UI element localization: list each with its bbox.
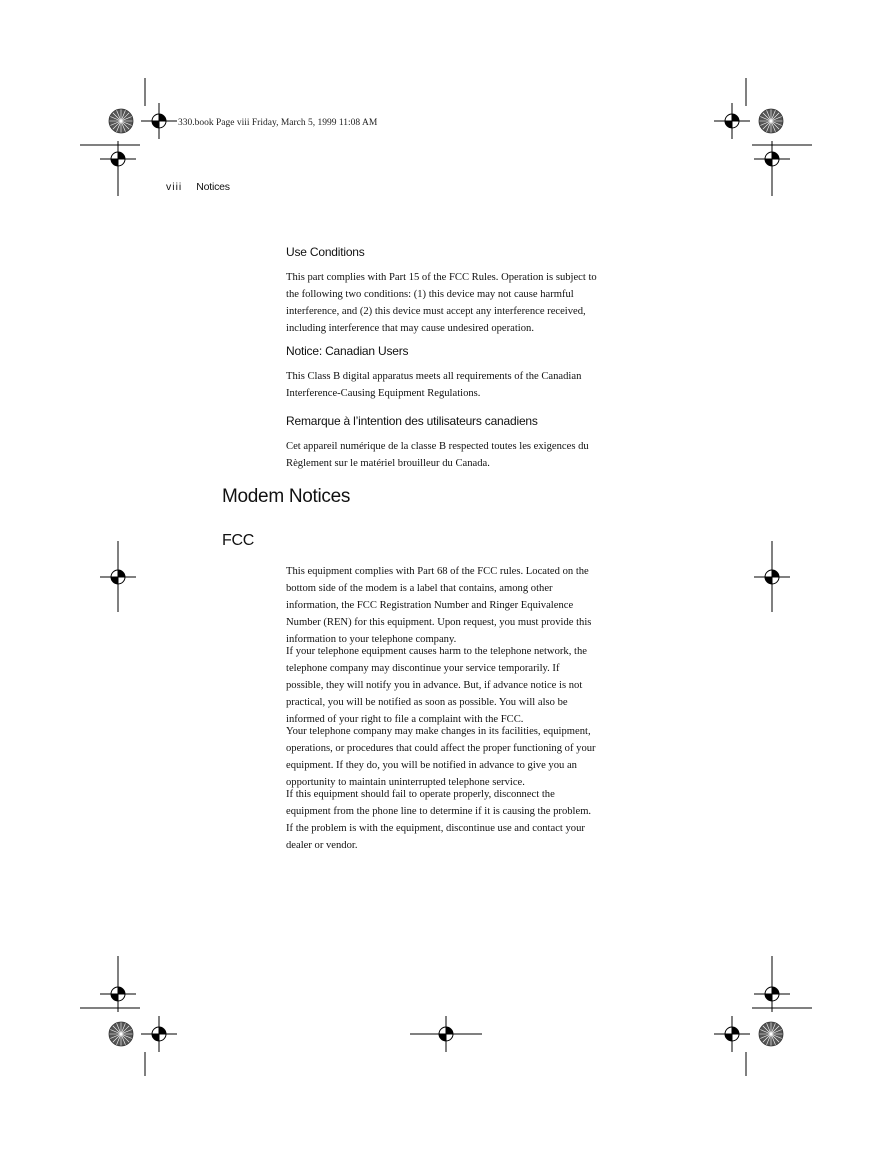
text-line: dealer or vendor. bbox=[286, 840, 358, 851]
text-line: information, the FCC Registration Number and Ringer Equivalence bbox=[286, 600, 574, 611]
text-line: information to your telephone company. bbox=[286, 634, 457, 645]
paragraph-fcc-3 bbox=[286, 723, 666, 791]
heading-canadian-users: Notice: Canadian Users bbox=[286, 344, 409, 358]
print-slug: 330.book Page viii Friday, March 5, 1999 11:08 AM bbox=[178, 118, 378, 128]
text-line: This equipment complies with Part 68 of the FCC rules. Located on the bbox=[286, 566, 589, 577]
text-line: Règlement sur le matériel brouilleur du Canada. bbox=[286, 458, 490, 469]
heading-modem-notices: Modem Notices bbox=[222, 486, 351, 507]
paragraph-use-conditions bbox=[286, 269, 666, 337]
text-line: If this equipment should fail to operate properly, disconnect the bbox=[286, 789, 555, 800]
text-line: If the problem is with the equipment, discontinue use and contact your bbox=[286, 823, 585, 834]
text-line: If your telephone equipment causes harm to the telephone network, the bbox=[286, 646, 587, 657]
text-line: telephone company may discontinue your service temporarily. If bbox=[286, 663, 560, 674]
text-line: opportunity to maintain uninterrupted telephone service. bbox=[286, 777, 525, 788]
text-line: Interference-Causing Equipment Regulations. bbox=[286, 388, 481, 399]
text-line: interference, and (2) this device must accept any interference received, bbox=[286, 306, 586, 317]
section-name: Notices bbox=[196, 181, 230, 193]
text-line: equipment. If they do, you will be notified in advance to give you an bbox=[286, 760, 577, 771]
text-line: equipment from the phone line to determine if it is causing the problem. bbox=[286, 806, 592, 817]
running-header bbox=[166, 181, 230, 193]
paragraph-fcc-4 bbox=[286, 786, 666, 854]
starburst-top-left bbox=[109, 109, 133, 133]
text-line: Cet appareil numérique de la classe B respected toutes les exigences du bbox=[286, 441, 589, 452]
paragraph-canadian-users bbox=[286, 368, 666, 402]
text-line: bottom side of the modem is a label that contains, among other bbox=[286, 583, 553, 594]
text-line: This part complies with Part 15 of the FCC Rules. Operation is subject to bbox=[286, 272, 597, 283]
heading-remarque: Remarque à l’intention des utilisateurs canadiens bbox=[286, 414, 538, 428]
page-number: viii bbox=[166, 181, 183, 193]
heading-use-conditions: Use Conditions bbox=[286, 245, 365, 259]
text-line: This Class B digital apparatus meets all requirements of the Canadian bbox=[286, 371, 582, 382]
text-line: operations, or procedures that could affect the proper functioning of your bbox=[286, 743, 596, 754]
text-line: Number (REN) for this equipment. Upon request, you must provide this bbox=[286, 617, 592, 628]
text-line: Your telephone company may make changes in its facilities, equipment, bbox=[286, 726, 591, 737]
paragraph-fcc-2 bbox=[286, 643, 666, 728]
heading-fcc: FCC bbox=[222, 532, 254, 549]
paragraph-remarque bbox=[286, 438, 666, 472]
text-line: the following two conditions: (1) this device may not cause harmful bbox=[286, 289, 574, 300]
text-line: informed of your right to file a complaint with the FCC. bbox=[286, 714, 524, 725]
text-line: including interference that may cause undesired operation. bbox=[286, 323, 534, 334]
text-line: practical, you will be notified as soon as possible. You will also be bbox=[286, 697, 568, 708]
paragraph-fcc-1 bbox=[286, 563, 666, 648]
text-line: possible, they will notify you in advance. But, if advance notice is not bbox=[286, 680, 583, 691]
